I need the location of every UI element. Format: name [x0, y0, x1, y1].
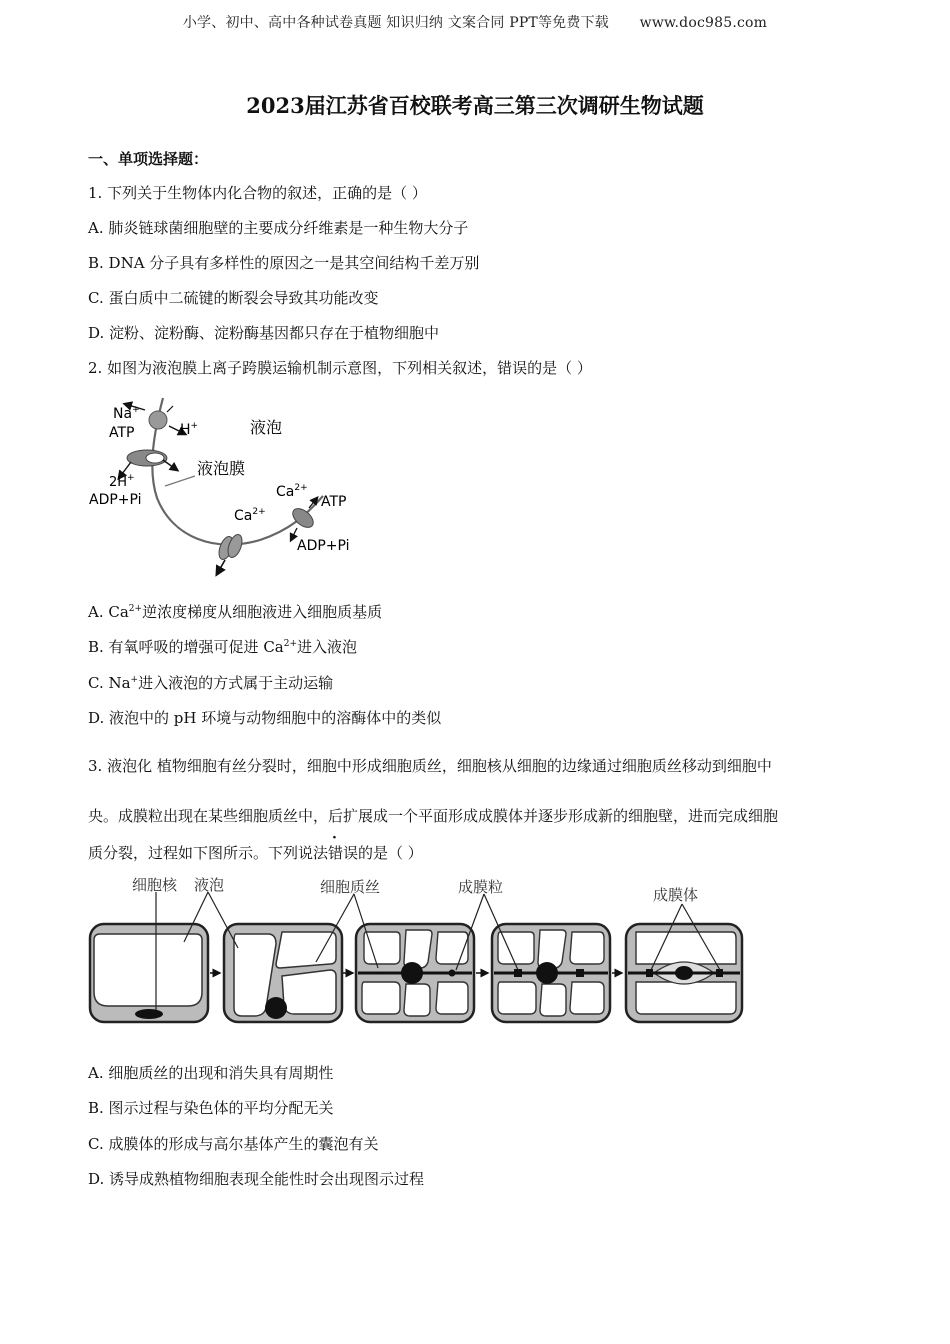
q2-option-a: A. $Ca^{2+}$逆浓度梯度从细胞液进入细胞质基质 [88, 603, 383, 621]
q3-stem-line-2: 央。成膜粒出现在某些细胞质丝中，后扩展成一个平面形成成膜体并逐步形成新的细胞壁，进而完成细胞 [88, 807, 779, 825]
label-cytoplasmic-strand: 细胞质丝 [320, 878, 381, 896]
q1-option-c: C. 蛋白质中二硫键的断裂会导致其功能改变 [88, 289, 379, 307]
label-atp-2: ATP [321, 494, 347, 510]
label-ca-2: $Ca^{2+}$ [234, 507, 266, 524]
label-phragmoplast-granule: 成膜粒 [458, 878, 504, 896]
cell-stage-4 [492, 924, 610, 1022]
q3-option-d: D. 诱导成熟植物细胞表现全能性时会出现图示过程 [88, 1170, 425, 1188]
label-phragmoplast: 成膜体 [653, 886, 699, 904]
vacuole-membrane-transport-figure [85, 388, 375, 588]
label-vacuole: 液泡 [250, 418, 283, 437]
label-adp-2: ADP+Pi [297, 538, 350, 554]
cell-stage-5 [626, 924, 742, 1022]
entry-tick [167, 406, 173, 412]
q1-option-b: B. DNA 分子具有多样性的原因之一是其空间结构千差万别 [88, 254, 480, 272]
emphasis-text: 错误 [328, 844, 359, 862]
q2-option-b: B. 有氧呼吸的增强可促进 $Ca^{2+}$进入液泡 [88, 638, 358, 656]
cell-stage-3 [356, 924, 474, 1022]
label-na: Na+ [113, 405, 140, 422]
q1-option-d: D. 淀粉、淀粉酶、淀粉酶基因都只存在于植物细胞中 [88, 324, 440, 342]
label-2h: 2H+ [109, 473, 135, 490]
q2-option-d: D. 液泡中的 pH 环境与动物细胞中的溶酶体中的类似 [88, 709, 442, 727]
q3-option-b: B. 图示过程与染色体的平均分配无关 [88, 1099, 334, 1117]
label-adp-1: ADP+Pi [89, 492, 142, 508]
q3-stem-line-3: 质分裂，过程如下图所示。下列说法错误的是（ ） [88, 844, 423, 862]
q3-option-a: A. 细胞质丝的出现和消失具有周期性 [88, 1064, 334, 1082]
label-nucleus: 细胞核 [132, 876, 178, 894]
q2-stem: 2. 如图为液泡膜上离子跨膜运输机制示意图，下列相关叙述，错误的是（ ） [88, 359, 592, 377]
q3-option-c: C. 成膜体的形成与高尔基体产生的囊泡有关 [88, 1135, 379, 1153]
label-ca-1: $Ca^{2+}$ [276, 483, 308, 500]
label-vacuole: 液泡 [194, 876, 225, 894]
q1-option-a: A. 肺炎链球菌细胞壁的主要成分纤维素是一种生物大分子 [88, 219, 469, 237]
label-vacuole-membrane: 液泡膜 [197, 459, 246, 478]
q1-stem: 1. 下列关于生物体内化合物的叙述，正确的是（ ） [88, 184, 427, 202]
cell-division-figure [86, 872, 746, 1028]
page-header [0, 12, 950, 32]
section-heading: 一、单项选择题： [88, 150, 209, 168]
cell-stage-2 [224, 924, 342, 1022]
header-text: 小学、初中、高中各种试卷真题 知识归纳 文案合同 PPT等免费下载 [182, 15, 609, 31]
q3-stem-line-1: 3. 液泡化 植物细胞有丝分裂时，细胞中形成细胞质丝，细胞核从细胞的边缘通过细胞质丝移动到细胞中 [88, 757, 772, 775]
label-atp-1: ATP [109, 425, 135, 441]
label-h: H+ [180, 421, 199, 438]
page-title: 2023届江苏省百校联考高三第三次调研生物试题 [246, 93, 704, 118]
q2-option-c: C. Na+进入液泡的方式属于主动运输 [88, 674, 334, 692]
ca-pump-protein [289, 505, 316, 531]
antiporter-protein [149, 411, 167, 429]
cell-stage-1 [90, 924, 208, 1022]
header-url[interactable]: www.doc985.com [639, 15, 768, 31]
label-pointer [165, 476, 195, 486]
